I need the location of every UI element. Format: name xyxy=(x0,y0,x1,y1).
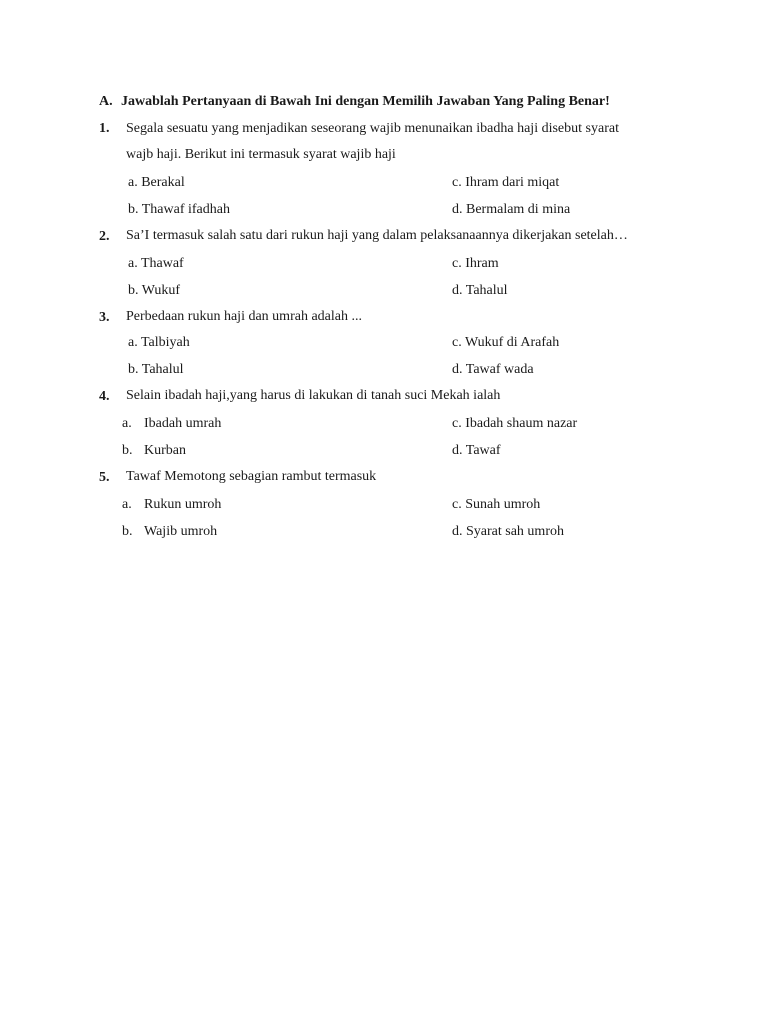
question-5-option-d: d. Syarat sah umroh xyxy=(452,524,564,539)
question-1-text-line2: wajb haji. Berikut ini termasuk syarat wajib haji xyxy=(126,147,396,162)
question-3-option-a: a. Talbiyah xyxy=(128,335,190,350)
question-2-number: 2. xyxy=(99,229,110,244)
question-4-option-d: d. Tawaf xyxy=(452,443,501,458)
question-2-option-d: d. Tahalul xyxy=(452,283,508,298)
question-5-option-b xyxy=(122,524,217,540)
question-3-text: Perbedaan rukun haji dan umrah adalah ... xyxy=(126,309,362,324)
question-5-option-a-text: Rukun umroh xyxy=(144,497,222,512)
question-4-option-c: c. Ibadah shaum nazar xyxy=(452,416,578,431)
question-5-option-b-letter: b. xyxy=(122,524,133,539)
question-2-option-c: c. Ihram xyxy=(452,256,499,271)
question-5-option-c: c. Sunah umroh xyxy=(452,497,541,512)
question-4-number: 4. xyxy=(99,389,110,404)
question-5-option-b-text: Wajib umroh xyxy=(144,524,218,539)
question-3-option-d: d. Tawaf wada xyxy=(452,362,534,377)
question-3-number: 3. xyxy=(99,310,110,325)
question-5-number: 5. xyxy=(99,470,110,485)
question-1-option-d: d. Bermalam di mina xyxy=(452,202,571,217)
question-4-option-b-letter: b. xyxy=(122,443,133,458)
question-4-option-a xyxy=(122,416,221,432)
section-letter: A. xyxy=(99,94,113,109)
question-1-option-b: b. Thawaf ifadhah xyxy=(128,202,230,217)
question-1-option-a: a. Berakal xyxy=(128,175,185,190)
question-4-option-a-text: Ibadah umrah xyxy=(144,416,222,431)
section-heading xyxy=(99,94,610,110)
question-5-option-a xyxy=(122,497,221,513)
question-3-option-b: b. Tahalul xyxy=(128,362,184,377)
question-1-option-c: c. Ihram dari miqat xyxy=(452,175,560,190)
question-3-option-c: c. Wukuf di Arafah xyxy=(452,335,560,350)
question-2-option-b: b. Wukuf xyxy=(128,283,181,298)
question-2-text: Sa’I termasuk salah satu dari rukun haji yang dalam pelaksanaannya dikerjakan setelah… xyxy=(126,228,628,243)
question-2-option-a: a. Thawaf xyxy=(128,256,184,271)
question-4-text: Selain ibadah haji,yang harus di lakukan di tanah suci Mekah ialah xyxy=(126,388,501,403)
section-title: Jawablah Pertanyaan di Bawah Ini dengan Memilih Jawaban Yang Paling Benar! xyxy=(121,94,610,109)
question-4-option-b-text: Kurban xyxy=(144,443,186,458)
question-4-option-b xyxy=(122,443,186,459)
question-4-option-a-letter: a. xyxy=(122,416,132,431)
question-5-text: Tawaf Memotong sebagian rambut termasuk xyxy=(126,469,377,484)
question-5-option-a-letter: a. xyxy=(122,497,132,512)
question-1-text-line1: Segala sesuatu yang menjadikan seseorang wajib menunaikan ibadha haji disebut syarat xyxy=(126,121,619,136)
question-1-number: 1. xyxy=(99,121,110,136)
